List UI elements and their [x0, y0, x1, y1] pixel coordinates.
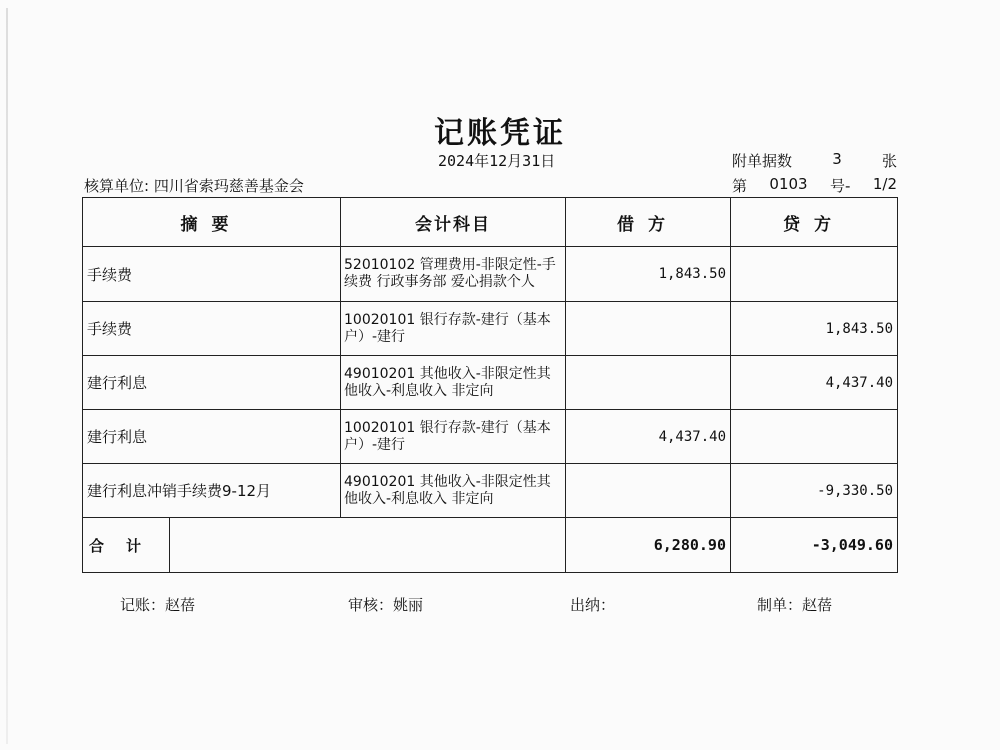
total-blank	[170, 518, 566, 573]
header-debit: 借方	[566, 198, 731, 247]
table-header-row	[83, 198, 898, 247]
total-label: 合计	[83, 518, 170, 573]
voucher-number-suffix: 号-	[830, 177, 851, 195]
attachment-unit: 张	[881, 152, 897, 170]
table-row	[83, 247, 898, 302]
accounting-unit-name: 四川省索玛慈善基金会	[153, 177, 304, 195]
voucher-number-prefix: 第	[732, 177, 748, 195]
row-summary: 建行利息	[83, 356, 341, 410]
row-credit: 1,843.50	[731, 302, 898, 356]
total-row	[83, 518, 898, 573]
voucher-table	[82, 197, 898, 573]
attachment-label: 附单据数	[732, 152, 793, 170]
row-credit	[731, 410, 898, 464]
attachment-count	[732, 150, 897, 171]
voucher-title: 记账凭证	[434, 116, 566, 151]
row-account: 49010201 其他收入-非限定性其他收入-利息收入 非定向	[341, 356, 566, 410]
row-credit	[731, 247, 898, 302]
row-summary: 建行利息	[83, 410, 341, 464]
row-account: 10020101 银行存款-建行（基本户）-建行	[341, 302, 566, 356]
table-row	[83, 410, 898, 464]
voucher-date: 2024年12月31日	[438, 152, 556, 170]
row-summary: 建行利息冲销手续费9-12月	[83, 464, 341, 518]
row-debit	[566, 356, 731, 410]
header-credit: 贷方	[731, 198, 898, 247]
row-account: 10020101 银行存款-建行（基本户）-建行	[341, 410, 566, 464]
table-row	[83, 302, 898, 356]
total-debit: 6,280.90	[566, 518, 731, 573]
accounting-unit	[84, 175, 304, 196]
voucher-page: 1/2	[872, 175, 897, 193]
preparer-signature: 制单：赵蓓	[757, 596, 833, 614]
row-debit: 4,437.40	[566, 410, 731, 464]
header-account: 会计科目	[341, 198, 566, 247]
header-summary: 摘要	[83, 198, 341, 247]
row-credit: 4,437.40	[731, 356, 898, 410]
row-credit: -9,330.50	[731, 464, 898, 518]
accounting-unit-label: 核算单位:	[84, 177, 150, 195]
bookkeeper-signature: 记账：赵蓓	[120, 596, 196, 614]
row-account: 49010201 其他收入-非限定性其他收入-利息收入 非定向	[341, 464, 566, 518]
row-account: 52010102 管理费用-非限定性-手续费 行政事务部 爱心捐款个人	[341, 247, 566, 302]
voucher-number	[732, 175, 897, 196]
row-debit	[566, 464, 731, 518]
cashier-signature: 出纳：	[570, 596, 616, 614]
row-debit	[566, 302, 731, 356]
row-debit: 1,843.50	[566, 247, 731, 302]
table-row	[83, 464, 898, 518]
total-credit: -3,049.60	[731, 518, 898, 573]
row-summary: 手续费	[83, 302, 341, 356]
row-summary: 手续费	[83, 247, 341, 302]
table-row	[83, 356, 898, 410]
voucher-number-value: 0103	[769, 175, 808, 193]
attachment-number: 3	[832, 150, 842, 168]
auditor-signature: 审核：姚丽	[348, 596, 424, 614]
